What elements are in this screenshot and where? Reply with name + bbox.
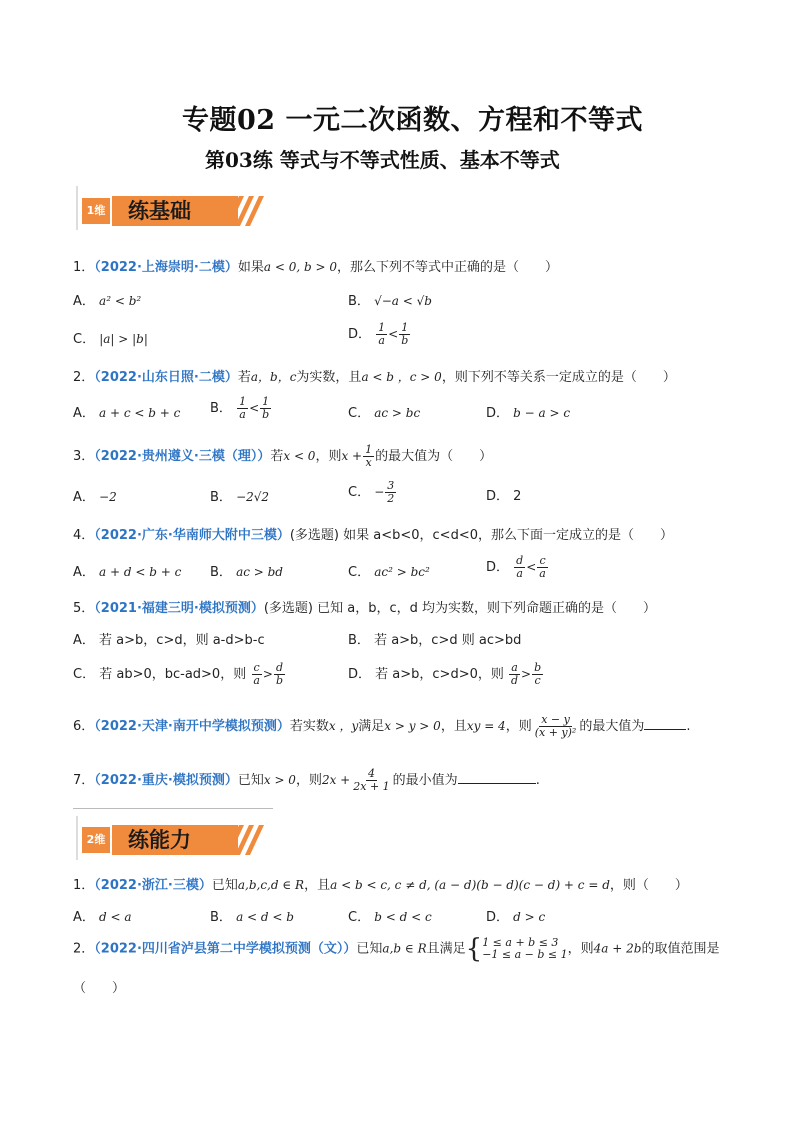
option-a: A． a + d < b + c [73, 565, 182, 580]
option-b: B． 若 a>b，c>d 则 ac>bd [348, 633, 522, 648]
option-c: C． ac² > bc² [348, 565, 430, 580]
option-a: A． 若 a>b，c>d，则 a-d>b-c [73, 633, 265, 648]
option-b: B． −2√2 [210, 490, 270, 505]
section-label: 练能力 [112, 825, 238, 855]
answer-blank[interactable] [458, 771, 536, 784]
option-a: A． a + c < b + c [73, 406, 181, 421]
question-stem: 2．（2022·四川省泸县第二中学模拟预测（文））已知a,b ∈ R且满足{ 1 ≤ a + b ≤ 3 −1 ≤ a − b ≤ 1 ，则4a + 2b的取值范围是 [73, 934, 720, 964]
option-d: D． 若 a>b，c>d>0，则 $\frac{a}{d}$ > $\frac{b}{c}$ [348, 661, 542, 687]
option-b: B． a < d < b [210, 910, 294, 925]
answer-blank[interactable] [644, 717, 686, 730]
divider [73, 808, 273, 809]
option-c: C． − $\frac{3}{2}$ [348, 479, 395, 505]
question-stem: 2．（2022·山东日照·二模）若a，b，c为实数，且a < b ，c > 0，则下列不等关系一定成立的是（ ） [73, 370, 676, 385]
banner-left-rule [76, 186, 78, 230]
option-d: D． 2 [486, 489, 522, 504]
question-stem: 7．（2022·重庆·模拟预测）已知x > 0，则2x + $\frac{4}{2x + 1}$ 的最小值为 . [73, 767, 540, 793]
question-stem: 1．（2022·上海崇明·二模）如果a < 0, b > 0，那么下列不等式中正确的是（ ） [73, 260, 558, 275]
option-a: A． −2 [73, 490, 117, 505]
option-b: B． ac > bd [210, 565, 283, 580]
section-badge: 1维 [82, 198, 110, 224]
document-title: 专题02 一元二次函数、方程和不等式 [182, 105, 643, 136]
option-a: A． a² < b² [73, 294, 142, 309]
question-stem: 1．（2022·浙江·三模）已知a,b,c,d ∈ R，且a < b < c, c ≠ d, (a − d)(b − d)(c − d) + c = d，则（ ） [73, 878, 688, 893]
option-b: B． √−a < √b [348, 294, 432, 309]
section-badge: 2维 [82, 827, 110, 853]
section-label: 练基础 [112, 196, 238, 226]
option-d: D． d > c [486, 910, 546, 925]
option-c: C． 若 ab>0，bc-ad>0，则 $\frac{c}{a}$ > $\frac{d}{b}$ [73, 661, 284, 687]
option-c: C． b < d < c [348, 910, 432, 925]
option-c: C． ac > bc [348, 406, 421, 421]
answer-paren: （ ） [73, 981, 126, 996]
question-stem: 5．（2021·福建三明·模拟预测）(多选题) 已知 a，b，c，d 均为实数，则下列命题正确的是（ ） [73, 601, 657, 616]
option-d: D． $\frac{d}{a}$ < $\frac{c}{a}$ [486, 554, 546, 580]
option-b: B． $\frac{1}{a}$ < $\frac{1}{b}$ [210, 395, 270, 421]
question-stem: 6．（2022·天津·南开中学模拟预测）若实数x ，y满足x > y > 0，且xy = 4，则 $\frac{x - y}{\text{(x + y)²}}$ 的最大值为 . [73, 713, 691, 739]
question-stem: 4．（2022·广东·华南师大附中三模）(多选题) 如果 a<b<0，c<d<0，那么下面一定成立的是（ ） [73, 528, 673, 543]
option-c: C． |a| > |b| [73, 332, 148, 347]
option-d: D． $\frac{1}{a}$ < $\frac{1}{b}$ [348, 321, 409, 347]
document-subtitle: 第03练 等式与不等式性质、基本不等式 [205, 148, 560, 172]
question-stem: 3．（2022·贵州遵义·三模（理））若x < 0，则x + $\frac{1}{x}$ 的最大值为（ ） [73, 443, 493, 469]
option-a: A． d < a [73, 910, 132, 925]
option-d: D． b − a > c [486, 406, 571, 421]
banner-left-rule [76, 816, 78, 860]
